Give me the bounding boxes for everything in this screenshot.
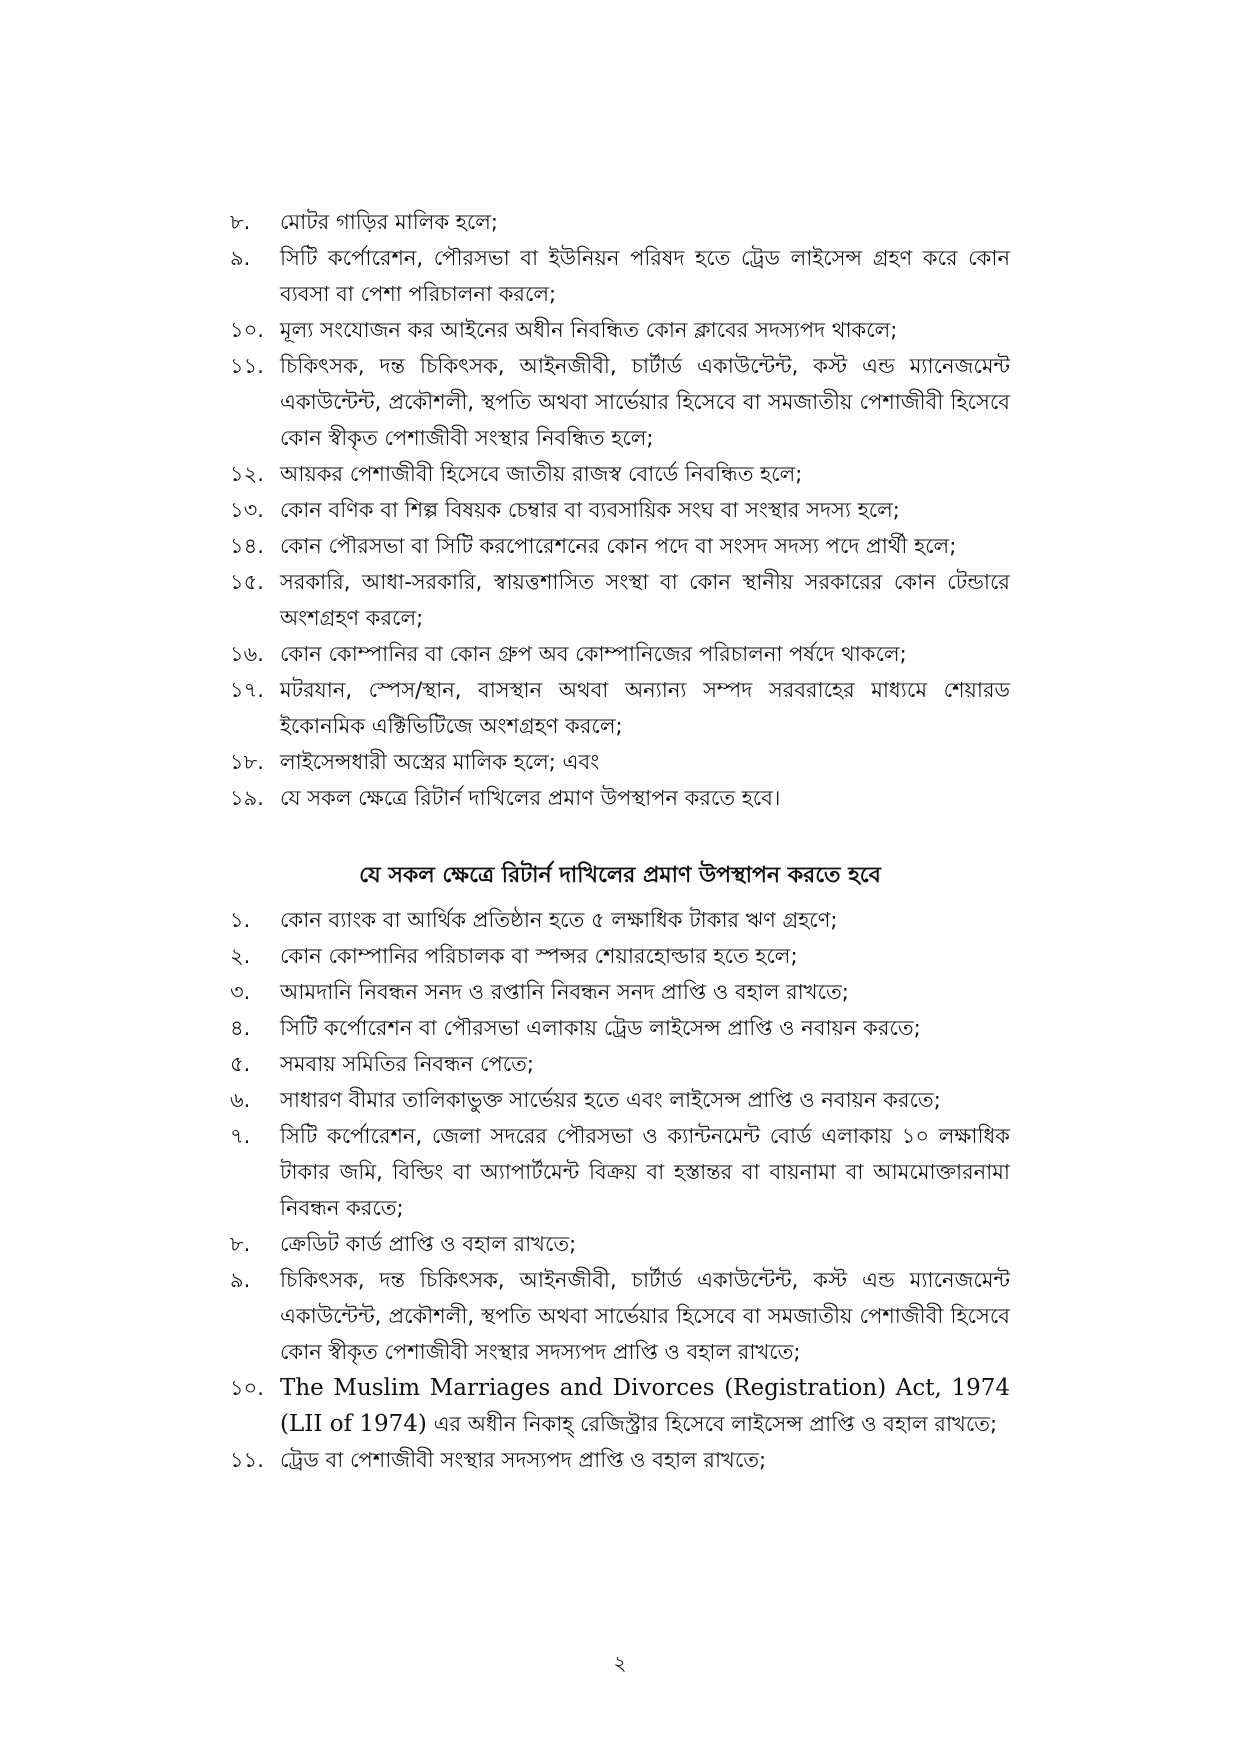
item-text: চিকিৎসক, দন্ত চিকিৎসক, আইনজীবী, চার্টার্ড একাউন্টেন্ট, কস্ট এন্ড ম্যানেজমেন্ট একাউন্টেন্ট, প্রকৌশলী, স্থপতি অথবা সার্ভেয়ার হিসেবে বা সমজাতীয় পেশাজীবী হিসেবে কোন স্বীকৃত পেশাজীবী সংস্থার সদস্যপদ প্রাপ্তি ও বহাল রাখতে; xyxy=(280,1268,1010,1364)
item-number: ১০. xyxy=(230,318,264,342)
list-item xyxy=(230,240,1010,312)
item-text: লাইসেন্সধারী অস্ত্রের মালিক হলে; এবং xyxy=(280,750,600,774)
item-text: আয়কর পেশাজীবী হিসেবে জাতীয় রাজস্ব বোর্ডে নিবন্ধিত হলে; xyxy=(280,462,803,486)
item-text: চিকিৎসক, দন্ত চিকিৎসক, আইনজীবী, চার্টার্ড একাউন্টেন্ট, কস্ট এন্ড ম্যানেজমেন্ট একাউন্টেন্ট, প্রকৌশলী, স্থপতি অথবা সার্ভেয়ার হিসেবে বা সমজাতীয় পেশাজীবী হিসেবে কোন স্বীকৃত পেশাজীবী সংস্থার নিবন্ধিত হলে; xyxy=(280,354,1010,450)
list-item xyxy=(230,938,1010,974)
item-text: সিটি কর্পোরেশন, জেলা সদরের পৌরসভা ও ক্যান্টনমেন্ট বোর্ড এলাকায় ১০ লক্ষাধিক টাকার জমি, বিল্ডিং বা অ্যাপার্টমেন্ট বিক্রয় বা হস্তান্তর বা বায়নামা বা আমমোক্তারনামা নিবন্ধন করতে; xyxy=(280,1124,1010,1220)
page-number: ২ xyxy=(613,1651,627,1675)
item-text: কোন পৌরসভা বা সিটি করপোরেশনের কোন পদে বা সংসদ সদস্য পদে প্রার্থী হলে; xyxy=(280,534,957,558)
item-number: ১৭. xyxy=(230,678,264,702)
list-b xyxy=(230,902,1010,1478)
item-text: সমবায় সমিতির নিবন্ধন পেতে; xyxy=(280,1052,535,1076)
list-item xyxy=(230,456,1010,492)
item-text: আমদানি নিবন্ধন সনদ ও রপ্তানি নিবন্ধন সনদ প্রাপ্তি ও বহাল রাখতে; xyxy=(280,980,849,1004)
item-number: ৮. xyxy=(230,1232,251,1256)
item-number: ১১. xyxy=(230,354,264,378)
item-number: ৭. xyxy=(230,1124,251,1148)
item-text: কোন কোম্পানির বা কোন গ্রুপ অব কোম্পানিজের পরিচালনা পর্ষদে থাকলে; xyxy=(280,642,907,666)
item-number: ২. xyxy=(230,944,251,968)
item-number: ১. xyxy=(230,908,251,932)
item-number: ৮. xyxy=(230,210,251,234)
item-number: ১৪. xyxy=(230,534,264,558)
item-number: ৪. xyxy=(230,1016,251,1040)
list-item xyxy=(230,974,1010,1010)
item-text: সরকারি, আধা-সরকারি, স্বায়ত্তশাসিত সংস্থা বা কোন স্থানীয় সরকারের কোন টেন্ডারে অংশগ্রহণ করলে; xyxy=(280,570,1010,630)
list-item xyxy=(230,1226,1010,1262)
item-text: কোন কোম্পানির পরিচালক বা স্পন্সর শেয়ারহোল্ডার হতে হলে; xyxy=(280,944,798,968)
item-number: ৫. xyxy=(230,1052,251,1076)
list-item xyxy=(230,1118,1010,1226)
item-number: ৯. xyxy=(230,1268,251,1292)
item-text: সিটি কর্পোরেশন, পৌরসভা বা ইউনিয়ন পরিষদ হতে ট্রেড লাইসেন্স গ্রহণ করে কোন ব্যবসা বা পেশা পরিচালনা করলে; xyxy=(280,246,1010,306)
item-number: ১৬. xyxy=(230,642,264,666)
act-title: The Muslim Marriages and Divorces (Registration) Act, 1974 (LII of 1974) xyxy=(280,1375,1010,1437)
list-item xyxy=(230,1010,1010,1046)
item-number: ৯. xyxy=(230,246,251,270)
list-item xyxy=(230,636,1010,672)
list-item xyxy=(230,312,1010,348)
list-item xyxy=(230,1370,1010,1442)
item-text: কোন বণিক বা শিল্প বিষয়ক চেম্বার বা ব্যবসায়িক সংঘ বা সংস্থার সদস্য হলে; xyxy=(280,498,900,522)
item-text: মূল্য সংযোজন কর আইনের অধীন নিবন্ধিত কোন ক্লাবের সদস্যপদ থাকলে; xyxy=(280,318,898,342)
item-number: ৩. xyxy=(230,980,251,1004)
item-text: সিটি কর্পোরেশন বা পৌরসভা এলাকায় ট্রেড লাইসেন্স প্রাপ্তি ও নবায়ন করতে; xyxy=(280,1016,921,1040)
item-text xyxy=(280,1370,1010,1442)
item-text: ট্রেড বা পেশাজীবী সংস্থার সদস্যপদ প্রাপ্তি ও বহাল রাখতে; xyxy=(280,1448,767,1472)
list-item xyxy=(230,780,1010,816)
list-item xyxy=(230,902,1010,938)
list-item xyxy=(230,744,1010,780)
item-text: মোটর গাড়ির মালিক হলে; xyxy=(280,210,498,234)
list-a xyxy=(230,204,1010,816)
item-text-rest: এর অধীন নিকাহ্ রেজিস্ট্রার হিসেবে লাইসেন্স প্রাপ্তি ও বহাল রাখতে; xyxy=(426,1412,998,1436)
section-heading: যে সকল ক্ষেত্রে রিটার্ন দাখিলের প্রমাণ উপস্থাপন করতে হবে xyxy=(359,863,881,888)
item-number: ৬. xyxy=(230,1088,251,1112)
item-text: মটরযান, স্পেস/স্থান, বাসস্থান অথবা অন্যান্য সম্পদ সরবরাহের মাধ্যমে শেয়ারড ইকোনমিক এক্টিভিটিজে অংশগ্রহণ করলে; xyxy=(280,678,1010,738)
item-number: ১৫. xyxy=(230,570,264,594)
item-text: যে সকল ক্ষেত্রে রিটার্ন দাখিলের প্রমাণ উপস্থাপন করতে হবে। xyxy=(280,786,781,810)
list-item xyxy=(230,1262,1010,1370)
item-number: ১৮. xyxy=(230,750,264,774)
item-text: সাধারণ বীমার তালিকাভুক্ত সার্ভেয়র হতে এবং লাইসেন্স প্রাপ্তি ও নবায়ন করতে; xyxy=(280,1088,941,1112)
list-item xyxy=(230,1082,1010,1118)
item-number: ১১. xyxy=(230,1448,264,1472)
list-item xyxy=(230,204,1010,240)
list-item xyxy=(230,1442,1010,1478)
list-item xyxy=(230,348,1010,456)
list-item xyxy=(230,1046,1010,1082)
list-item xyxy=(230,492,1010,528)
item-text: কোন ব্যাংক বা আর্থিক প্রতিষ্ঠান হতে ৫ লক্ষাধিক টাকার ঋণ গ্রহণে; xyxy=(280,908,838,932)
list-item xyxy=(230,672,1010,744)
item-number: ১৯. xyxy=(230,786,264,810)
item-number: ১৩. xyxy=(230,498,264,522)
list-item xyxy=(230,564,1010,636)
item-text: ক্রেডিট কার্ড প্রাপ্তি ও বহাল রাখতে; xyxy=(280,1232,577,1256)
item-number: ১০. xyxy=(230,1376,264,1400)
item-number: ১২. xyxy=(230,462,264,486)
list-item xyxy=(230,528,1010,564)
